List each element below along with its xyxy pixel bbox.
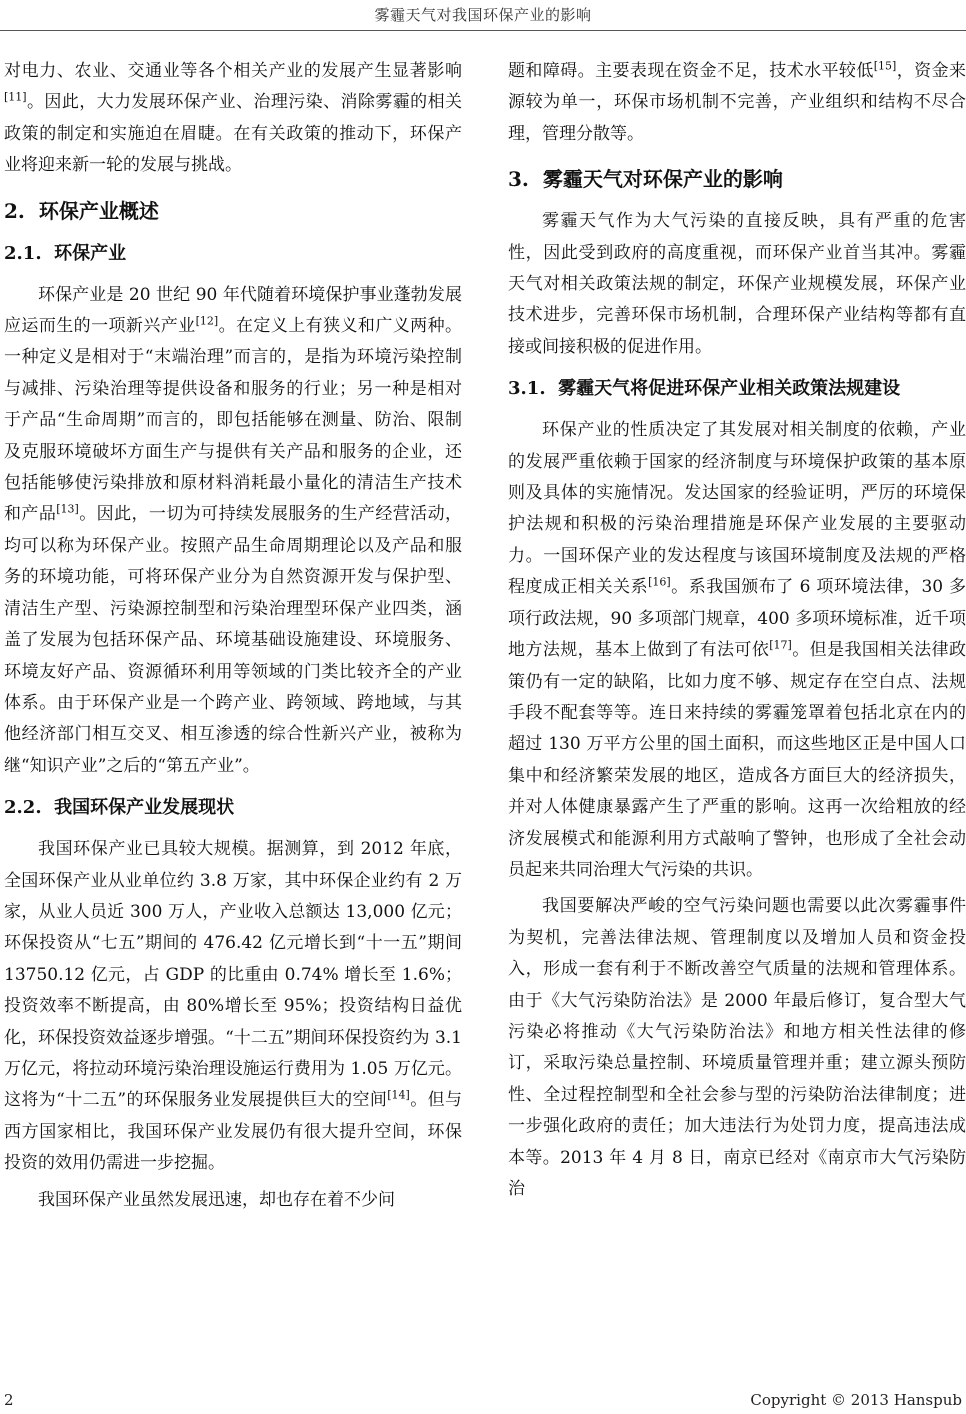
left-column	[4, 56, 462, 1221]
paragraph-2-2-problems: 我国环保产业虽然发展迅速，却也存在着不少问	[38, 1189, 395, 1210]
citation-13: [13]	[56, 502, 79, 516]
page-number: 2	[4, 1391, 14, 1409]
citation-17: [17]	[769, 638, 792, 652]
citation-12: [12]	[195, 314, 219, 328]
citation-14: [14]	[387, 1088, 410, 1102]
paragraph-problems-continued: 题和障碍。主要表现在资金不足，技术水平较低[15]，资金来源较为单一，环保市场机制不完善，产业组织和结构不尽合理，管理分散等。	[508, 59, 966, 144]
section-2-1-heading: 2.1. 环保产业	[4, 242, 127, 264]
citation-15: [15]	[873, 59, 897, 73]
section-2-heading: 2. 环保产业概述	[4, 198, 159, 223]
paragraph-2-2: 我国环保产业已具较大规模。据测算，到 2012 年底，全国环保产业从业单位约 3.8 万家，其中环保企业约有 2 万家，从业人员近 300 万人，产业收入总额达 13,000 亿元；环保投资从“七五”期间的 476.42 亿元增长到“十一五”期间 13750.12 亿元，占 GDP 的比重由 0.74% 增长至 1.6%；投资效率不断提高，由 80%增长至 95%；投资结构日益优化，环保投资效益逐步增强。“十二五”期间环保投资约为 3.1 万亿元，将拉动环境污染治理设施运行费用为 1.05 万亿元。这将为“十二五”的环保服务业发展提供巨大的空间[14]。但与西方国家相比，我国环保产业发展仍有很大提升空间，环保投资的效用仍需进一步挖掘。	[4, 839, 462, 1174]
paragraph-3-1-legislation: 我国要解决严峻的空气污染问题也需要以此次雾霾事件为契机，完善法律法规、管理制度以及增加人员和资金投入，形成一套有利于不断改善空气质量的法规和管理体系。由于《大气污染防治法》是 2000 年最后修订，复合型大气污染必将推动《大气污染防治法》和地方相关性法律的修订，采取污染总量控制、环境质量管理并重；建立源头预防性、全过程控制型和全社会参与型的污染防治法律制度；进一步强化政府的责任；加大违法行为处罚力度，提高违法成本等。2013 年 4 月 8 日，南京已经对《南京市大气污染防治	[508, 896, 966, 1199]
paragraph-2-1: 环保产业是 20 世纪 90 年代随着环境保护事业蓬勃发展应运而生的一项新兴产业[12]。在定义上有狭义和广义两种。一种定义是相对于“末端治理”而言的，是指为环境污染控制与减排、污染治理等提供设备和服务的行业；另一种是相对于产品“生命周期”而言的，即包括能够在测量、防治、限制及克服环境破坏方面生产与提供有关产品和服务的企业，还包括能够使污染排放和原材料消耗最小量化的清洁生产技术和产品[13]。因此，一切为可持续发展服务的生产经营活动，均可以称为环保产业。按照产品生命周期理论以及产品和服务的环境功能，可将环保产业分为自然资源开发与保护型、清洁生产型、污染源控制型和污染治理型环保产业四类，涵盖了发展为包括环保产品、环境基础设施建设、环境服务、环境友好产品、资源循环利用等领域的门类比较齐全的产业体系。由于环保产业是一个跨产业、跨领域、跨地域，与其他经济部门相互交叉、相互渗透的综合性新兴产业，被称为继“知识产业”之后的“第五产业”。	[4, 284, 463, 776]
citation-16: [16]	[648, 575, 671, 589]
paragraph-intro-continued: 对电力、农业、交通业等各个相关产业的发展产生显著影响[11]。因此，大力发展环保产业、治理污染、消除雾霾的相关政策的制定和实施迫在眉睫。在有关政策的推动下，环保产业将迎来新一轮的发展与挑战。	[4, 61, 462, 176]
right-column	[508, 56, 966, 1210]
header-rule	[0, 30, 966, 31]
citation-11: [11]	[4, 90, 27, 104]
section-2-2-heading: 2.2. 我国环保产业发展现状	[4, 797, 235, 819]
section-3-heading: 3. 雾霾天气对环保产业的影响	[508, 167, 783, 192]
paragraph-3: 雾霾天气作为大气污染的直接反映，具有严重的危害性，因此受到政府的高度重视，而环保产业首当其冲。雾霾天气对相关政策法规的制定，环保产业规模发展，环保产业技术进步，完善环保市场机制，合理环保产业结构等都有直接或间接积极的促进作用。	[508, 211, 966, 357]
section-3-1-heading: 3.1. 雾霾天气将促进环保产业相关政策法规建设	[508, 378, 901, 400]
running-title: 雾霾天气对我国环保产业的影响	[374, 6, 592, 24]
paragraph-3-1: 环保产业的性质决定了其发展对相关制度的依赖，产业的发展严重依赖于国家的经济制度与环境保护政策的基本原则及具体的实施情况。发达国家的经验证明，严厉的环境保护法规和积极的污染治理措施是环保产业发展的主要驱动力。一国环保产业的发达程度与该国环境制度及法规的严格程度成正相关关系[16]。系我国颁布了 6 项环境法律，30 多项行政法规，90 多项部门规章，400 多项环境标准，近千项地方法规，基本上做到了有法可依[17]。但是我国相关法律政策仍有一定的缺陷，比如力度不够、规定存在空白点、法规手段不配套等等。连日来持续的雾霾笼罩着包括北京在内的超过 130 万平方公里的国土面积，而这些地区正是中国人口集中和经济繁荣发展的地区，造成各方面巨大的经济损失，并对人体健康暴露产生了严重的影响。这再一次给粗放的经济发展模式和能源利用方式敲响了警钟，也形成了全社会动员起来共同治理大气污染的共识。	[508, 420, 966, 880]
copyright-notice: Copyright © 2013 Hanspub	[750, 1391, 962, 1409]
